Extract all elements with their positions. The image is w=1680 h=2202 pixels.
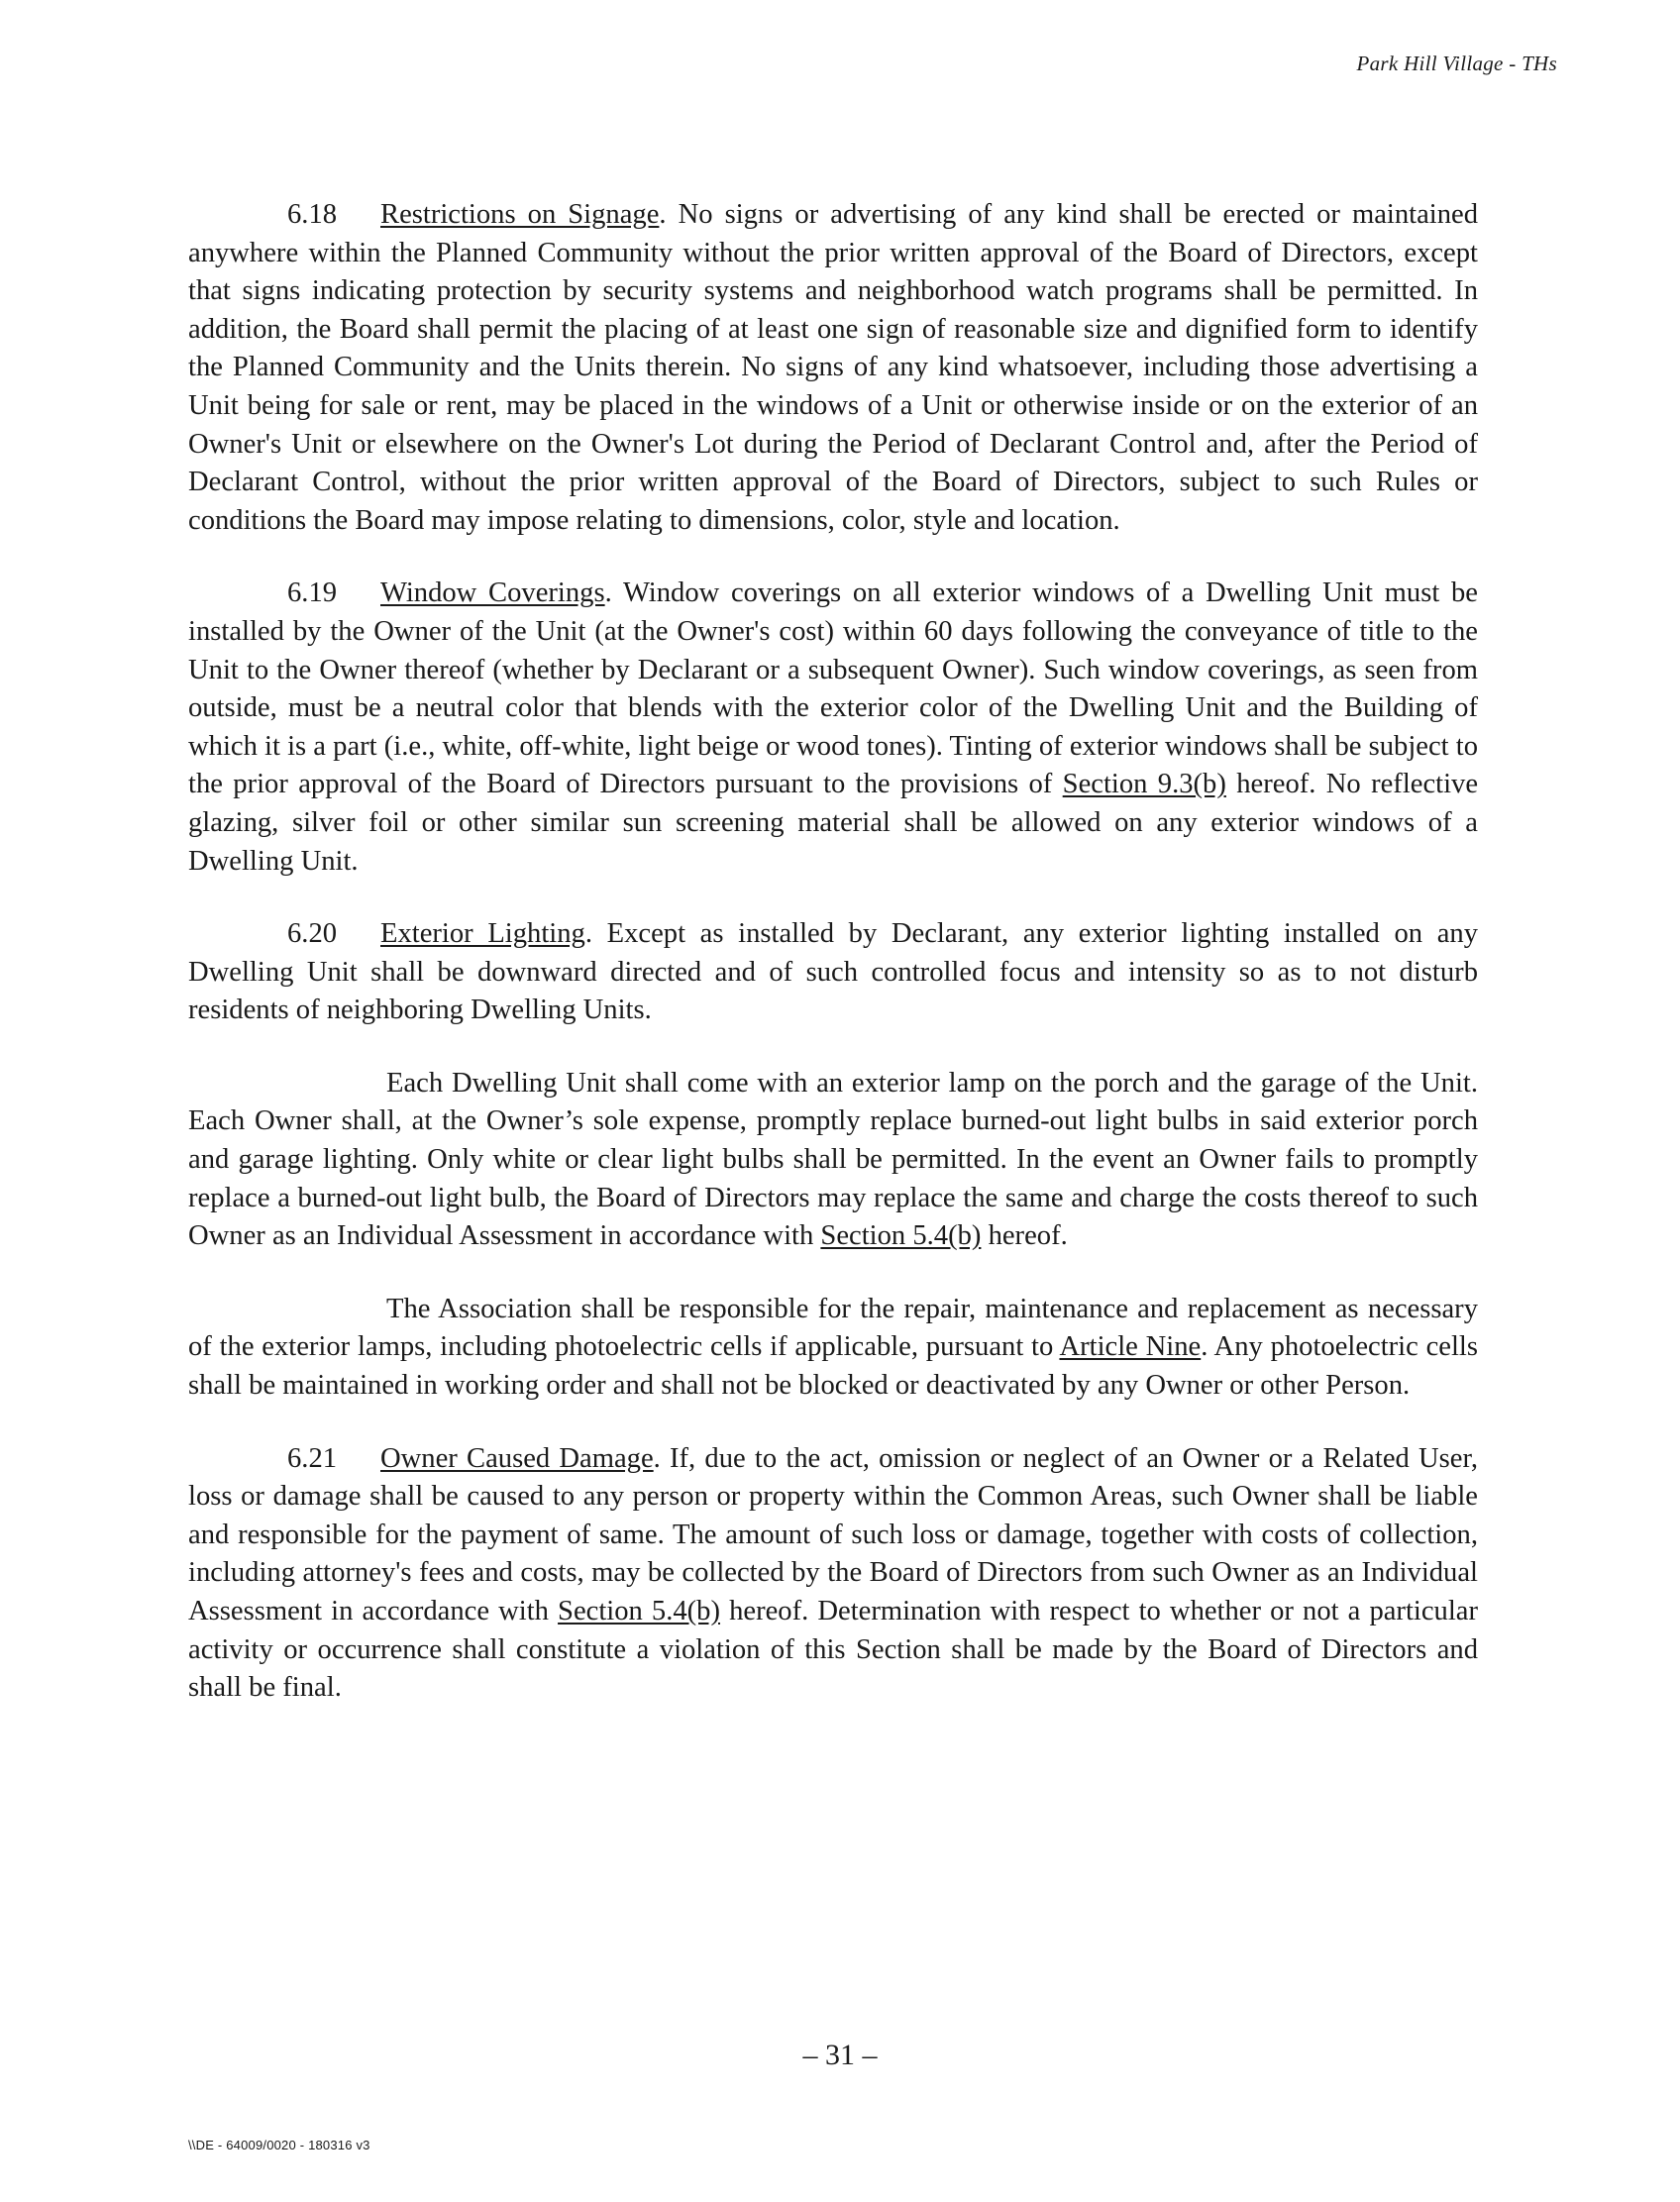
page-number: – 31 – [802,2039,878,2071]
section-6-20 [188,915,1478,1030]
paragraph-text: The Association shall be responsible for the repair, maintenance and replacement as necessary of the exterior lamps, including photoelectric cells if applicable, pursuant to [188,1293,1478,1363]
section-heading: Restrictions on Signage [380,199,660,230]
section-reference-link[interactable]: Section 5.4(b) [820,1220,982,1252]
running-header: Park Hill Village - THs [1356,52,1557,75]
document-body [188,196,1478,1742]
section-text: hereof. Determination with respect to whether or not a particular activity or occurrence shall constitute a violation of this Section shall be made by the Board of Directors and shall be final. [188,1596,1478,1704]
section-6-19 [188,575,1478,881]
paragraph-text: Each Dwelling Unit shall come with an exterior lamp on the porch and the garage of the Unit. Each Owner shall, at the Owner’s sole expense, promptly replace burned-out light bulbs in said exterior porch and garage lighting. Only white or clear light bulbs shall be permitted. In the event an Owner fails to promptly replace a burned-out light bulb, the Board of Directors may replace the same and charge the costs thereof to such Owner as an Individual Assessment in accordance with [188,1067,1478,1252]
section-reference-link[interactable]: Section 5.4(b) [558,1596,720,1626]
section-number: 6.19 [287,577,338,609]
section-heading: Exterior Lighting [380,918,585,950]
section-text: . No signs or advertising of any kind shall be erected or maintained anywhere within the Planned Community without the prior written approval of the Board of Directors, except that signs indicating protection by security systems and neighborhood watch programs shall be permitted. In addition, the Board shall permit the placing of at least one sign of reasonable size and dignified form to identify the Planned Community and the Units therein. No signs of any kind whatsoever, including those advertising a Unit being for sale or rent, may be placed in the windows of a Unit or otherwise inside or on the exterior of an Owner's Unit or elsewhere on the Owner's Lot during the Period of Declarant Control and, after the Period of Declarant Control, without the prior written approval of the Board of Directors, subject to such Rules or conditions the Board may impose relating to dimensions, color, style and location. [188,199,1478,536]
section-6-21 [188,1440,1478,1708]
section-6-18 [188,196,1478,540]
section-text: . Except as installed by Declarant, any exterior lighting installed on any Dwelling Unit shall be downward directed and of such controlled focus and intensity so as to not disturb residents of neighboring Dwelling Units. [188,918,1478,1026]
section-text: . Window coverings on all exterior windows of a Dwelling Unit must be installed by the Owner of the Unit (at the Owner's cost) within 60 days following the conveyance of title to the Unit to the Owner thereof (whether by Declarant or a subsequent Owner). Such window coverings, as seen from outside, must be a neutral color that blends with the exterior color of the Dwelling Unit and the Building of which it is a part (i.e., white, off-white, light beige or wood tones). Tinting of exterior windows shall be subject to the prior approval of the Board of Directors pursuant to the provisions of [188,577,1478,800]
section-number: 6.18 [287,199,338,230]
paragraph-text: . Any photoelectric cells shall be maintained in working order and shall not be blocked or deactivated by any Owner or other Person. [188,1331,1478,1402]
section-6-20-paragraph-2 [188,1065,1478,1256]
section-reference-link[interactable]: Section 9.3(b) [1062,769,1226,800]
section-number: 6.21 [287,1442,338,1474]
paragraph-text: hereof. [981,1220,1068,1252]
section-text: hereof. No reflective glazing, silver foil or other similar sun screening material shall be allowed on any exterior windows of a Dwelling Unit. [188,769,1479,877]
document-code: \\DE - 64009/0020 - 180316 v3 [188,2138,370,2152]
section-text: . If, due to the act, omission or neglect of an Owner or a Related User, loss or damage shall be caused to any person or property within the Common Areas, such Owner shall be liable and responsible for the payment of same. The amount of such loss or damage, together with costs of collection, including attorney's fees and costs, may be collected by the Board of Directors from such Owner as an Individual Assessment in accordance with [188,1442,1479,1626]
section-6-20-paragraph-3 [188,1291,1478,1406]
section-heading: Owner Caused Damage [380,1442,654,1474]
section-number: 6.20 [287,918,338,950]
article-reference-link[interactable]: Article Nine [1059,1331,1202,1363]
section-heading: Window Coverings [380,577,605,609]
